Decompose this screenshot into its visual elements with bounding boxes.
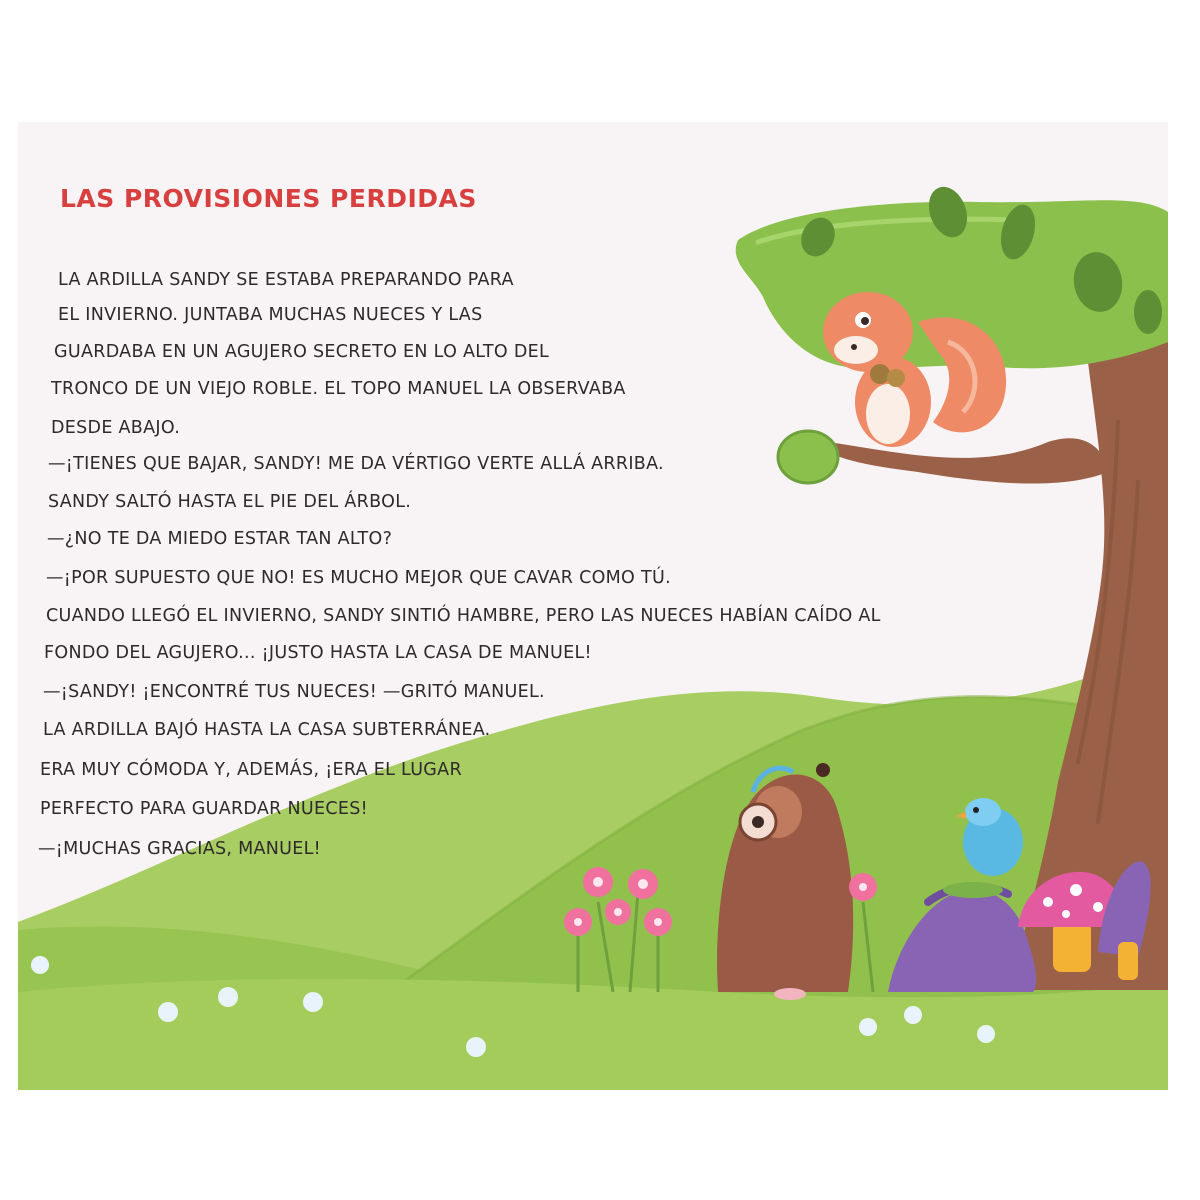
story-line: —¿NO TE DA MIEDO ESTAR TAN ALTO? — [47, 529, 393, 549]
story-line: —¡POR SUPUESTO QUE NO! ES MUCHO MEJOR QUE CAVAR COMO TÚ. — [46, 568, 671, 588]
story-line: PERFECTO PARA GUARDAR NUECES! — [40, 799, 368, 819]
story-line: LA ARDILLA BAJÓ HASTA LA CASA SUBTERRÁNEA. — [43, 720, 491, 740]
story-title: LAS PROVISIONES PERDIDAS — [60, 184, 477, 213]
storybook-page — [18, 122, 1168, 1090]
story-line: CUANDO LLEGÓ EL INVIERNO, SANDY SINTIÓ HAMBRE, PERO LAS NUECES HABÍAN CAÍDO AL — [46, 606, 881, 626]
story-line: LA ARDILLA SANDY SE ESTABA PREPARANDO PARA — [58, 270, 514, 290]
story-line: —¡SANDY! ¡ENCONTRÉ TUS NUECES! —GRITÓ MANUEL. — [43, 682, 545, 702]
story-line: GUARDABA EN UN AGUJERO SECRETO EN LO ALTO DEL — [54, 342, 550, 362]
story-line: —¡MUCHAS GRACIAS, MANUEL! — [38, 839, 321, 859]
story-line: SANDY SALTÓ HASTA EL PIE DEL ÁRBOL. — [48, 492, 412, 512]
story-line: ERA MUY CÓMODA Y, ADEMÁS, ¡ERA EL LUGAR — [40, 760, 462, 780]
story-line: EL INVIERNO. JUNTABA MUCHAS NUECES Y LAS — [58, 305, 483, 325]
story-line: —¡TIENES QUE BAJAR, SANDY! ME DA VÉRTIGO VERTE ALLÁ ARRIBA. — [48, 454, 664, 474]
story-line: FONDO DEL AGUJERO... ¡JUSTO HASTA LA CASA DE MANUEL! — [44, 643, 592, 663]
story-line: DESDE ABAJO. — [51, 418, 181, 438]
story-text — [18, 122, 1168, 1090]
story-line: TRONCO DE UN VIEJO ROBLE. EL TOPO MANUEL LA OBSERVABA — [51, 379, 626, 399]
